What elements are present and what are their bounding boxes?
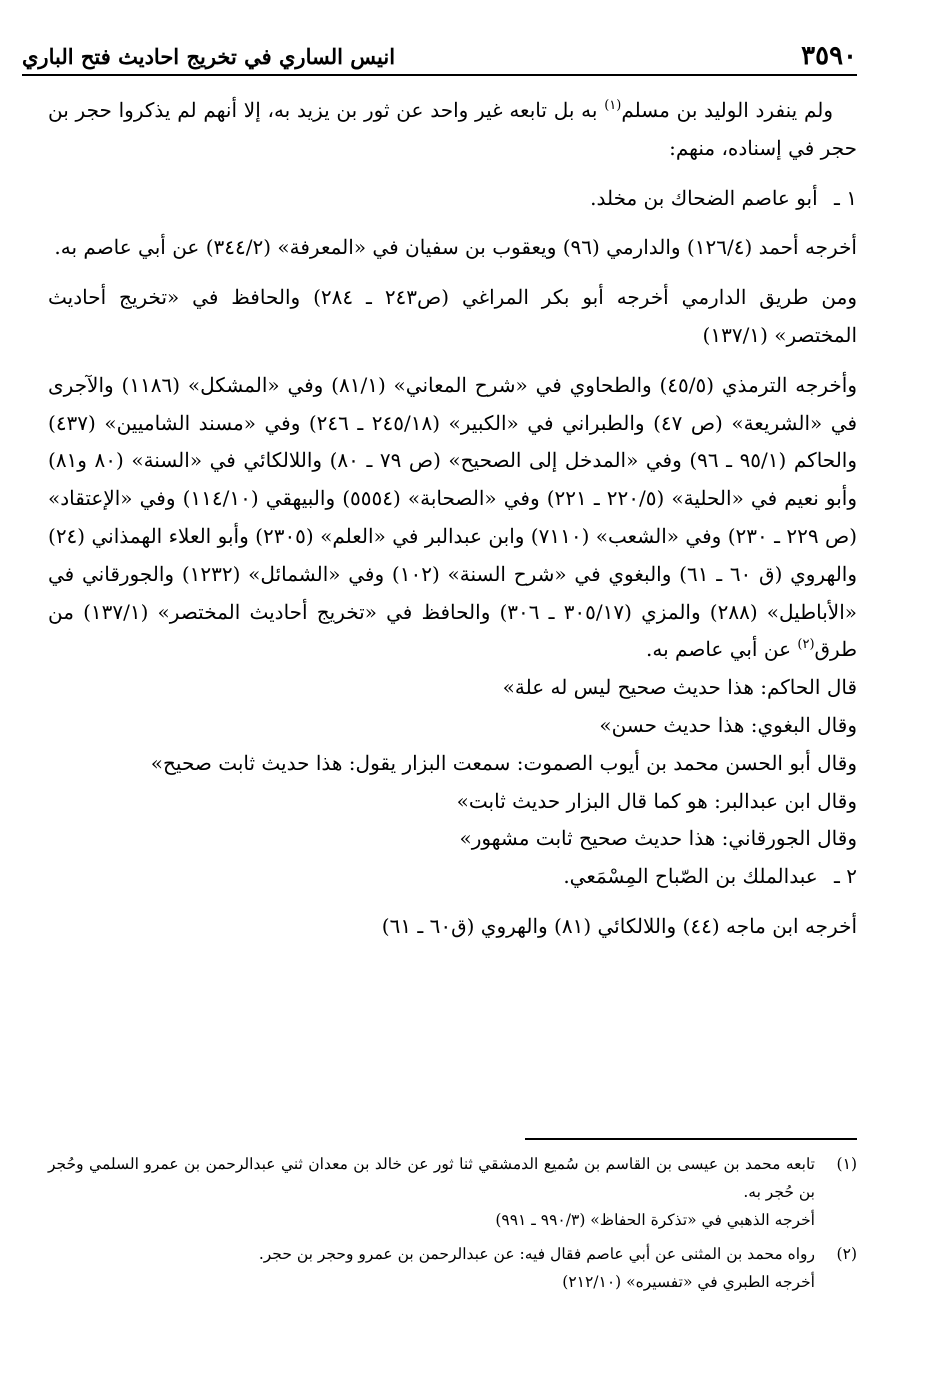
footnote-2-source: أخرجه الطبري في «تفسيره» (٢١٢/١٠) xyxy=(562,1273,815,1291)
paragraph-takhrij-2: ومن طريق الدارمي أخرجه أبو بكر المراغي (ص٢٤٣ ـ ٢٨٤) والحافظ في «تخريج أحاديث المختصر» (١٣٧/١) xyxy=(48,285,858,347)
paragraph-intro-text-a: ولم ينفرد الوليد بن مسلم xyxy=(621,98,834,122)
running-title: انيس الساري في تخريج احاديث فتح الباري xyxy=(22,43,396,69)
quote-baghawi: وقال البغوي: هذا حديث حسن» xyxy=(599,712,857,737)
footnote-2-marker: (٢) xyxy=(836,1245,857,1263)
paragraph-takhrij-1: أخرجه أحمد (١٢٦/٤) والدارمي (٩٦) ويعقوب بن سفيان في «المعرفة» (٣٤٤/٢) عن أبي عاصم به. xyxy=(54,235,857,260)
paragraph-takhrij-3-text-a: وأخرجه الترمذي (٤٥/٥) والطحاوي في «شرح المعاني» (٨١/١) وفي «المشكل» (١١٨٦) والآجرى في «الشريعة» (ص ٤٧) والطبراني في «الكبير» (٢٤٥/١٨ ـ ٢٤٦) وفي «مسند الشاميين» (٤٣٧) والحاكم (٩٥/١ ـ ٩٦) وفي «المدخل إلى الصحيح» (ص ٧٩ ـ ٨٠) واللالكائي في «السنة» (٨٠ و٨١) وأبو نعيم في «الحلية» (٢٢٠/٥ ـ ٢٢١) وفي «الصحابة» (٥٥٥٤) والبيهقي (١١٤/١٠) وفي «الإعتقاد» (ص ٢٢٩ ـ ٢٣٠) وفي «الشعب» (٧١١٠) وابن عبدالبر في «العلم» (٢٣٠٥) وأبو العلاء الهمذاني (٢٤) والهروي (ق ٦٠ ـ ٦١) والبغوي في «شرح السنة» (١٠٢) وفي «الشمائل» (١٢٣٢) والجورقاني في «الأباطيل» (٢٨٨) والمزي (٣٠٥/١٧ ـ ٣٠٦) والحافظ في «تخريج أحاديث المختصر» (١٣٧/١) من طرق xyxy=(48,372,858,662)
footnote-1-marker: (١) xyxy=(836,1155,857,1173)
main-text xyxy=(48,92,857,946)
paragraph-takhrij-4: أخرجه ابن ماجه (٤٤) واللالكائي (٨١) والهروي (ق٦٠ ـ ٦١) xyxy=(381,913,857,938)
paragraph-takhrij-3 xyxy=(48,367,857,669)
footnote-2-text: رواه محمد بن المثنى عن أبي عاصم فقال فيه: عن عبدالرحمن بن عمرو وحجر بن حجر. xyxy=(258,1245,815,1263)
footnote-divider xyxy=(525,1138,857,1140)
quote-hakim: قال الحاكم: هذا حديث صحيح ليس له علة» xyxy=(502,675,857,700)
footnotes xyxy=(48,1150,857,1296)
footnote-2 xyxy=(48,1240,857,1296)
list-item-2-text: عبدالملك بن الصّباح المِسْمَعي. xyxy=(563,864,818,889)
list-item-1-number: ١ ـ xyxy=(834,185,857,210)
paragraph-intro xyxy=(48,92,857,168)
footnote-1-source: أخرجه الذهبي في «تذكرة الحفاظ» (٩٩٠/٣ ـ ٩٩١) xyxy=(495,1211,815,1229)
page-number: ٣٥٩٠ xyxy=(801,41,857,71)
paragraph-takhrij-3-text-b: عن أبي عاصم به. xyxy=(646,637,798,662)
footnote-1 xyxy=(48,1150,857,1234)
list-item-1 xyxy=(48,180,857,218)
quote-bazzar: وقال أبو الحسن محمد بن أيوب الصموت: سمعت البزار يقول: هذا حديث ثابت صحيح» xyxy=(150,750,857,775)
footnote-ref-2[interactable]: (٢) xyxy=(797,637,815,653)
list-item-1-text: أبو عاصم الضحاك بن مخلد. xyxy=(590,185,818,210)
footnote-ref-1[interactable]: (١) xyxy=(604,98,622,113)
quote-jawraqani: وقال الجورقاني: هذا حديث صحيح ثابت مشهور» xyxy=(459,826,857,851)
footnote-1-text: تابعه محمد بن عيسى بن القاسم بن سُميع الدمشقي ثنا ثور عن خالد بن معدان ثني عبدالرحمن بن عمرو السلمي وحُجر بن حُجر به. xyxy=(48,1155,815,1201)
list-item-2-number: ٢ ـ xyxy=(834,864,857,889)
list-item-2 xyxy=(48,858,857,896)
quote-ibn-abdulbarr: وقال ابن عبدالبر: هو كما قال البزار حديث ثابت» xyxy=(456,788,857,813)
paragraph-intro-text-b: به بل تابعه غير واحد عن ثور بن يزيد به، إلا أنهم لم يذكروا حجر بن حجر في إسناده، منهم: xyxy=(48,98,857,160)
page-header xyxy=(22,38,857,76)
